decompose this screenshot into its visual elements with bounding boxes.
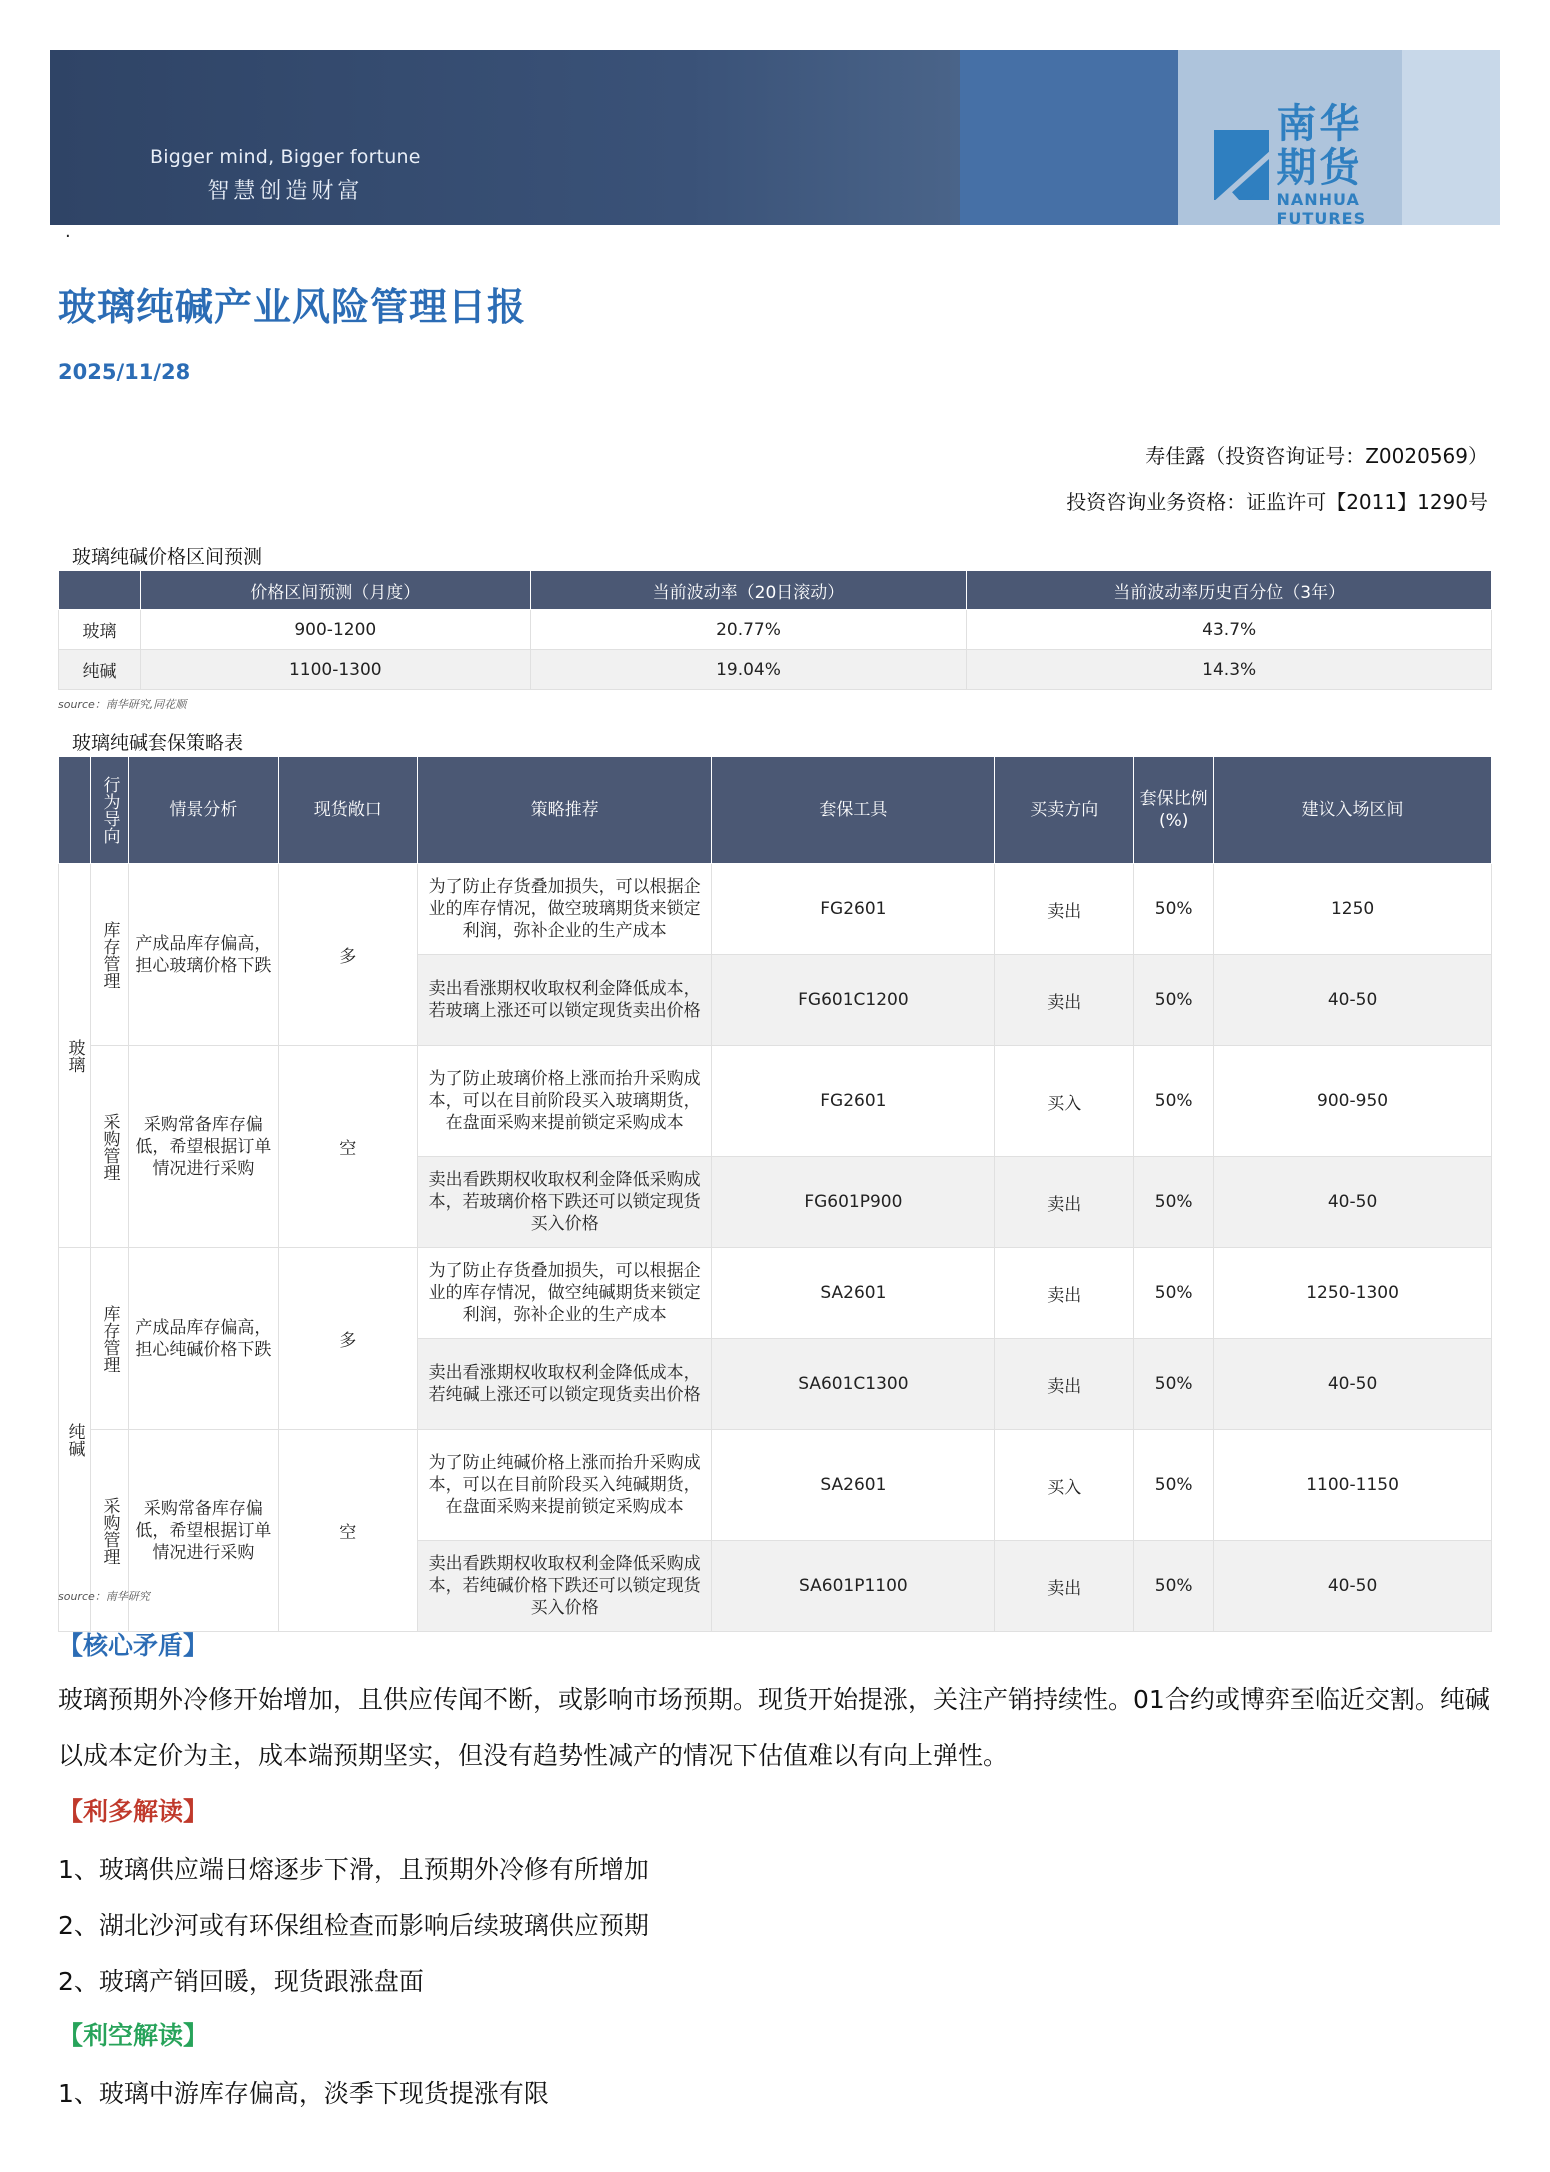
report-title: 玻璃纯碱产业风险管理日报 <box>58 285 527 329</box>
scenario-cell: 产成品库存偏高，担心纯碱价格下跌 <box>128 1248 278 1430</box>
exposure-cell: 空 <box>278 1046 417 1248</box>
author-line: 寿佳露（投资咨询证号：Z0020569） <box>1145 444 1488 468</box>
bearish-heading: 【利空解读】 <box>58 2021 209 2050</box>
column-header: 买卖方向 <box>995 757 1134 864</box>
ratio-cell: 50% <box>1134 1430 1214 1541</box>
bullish-item: 2、湖北沙河或有环保组检查而影响后续玻璃供应预期 <box>58 1911 649 1940</box>
orientation-cell: 采购管理 <box>90 1046 128 1248</box>
column-header: 价格区间预测（月度） <box>140 571 530 610</box>
tool-cell: FG601P900 <box>712 1157 995 1248</box>
ratio-cell: 50% <box>1134 1157 1214 1248</box>
core-heading: 【核心矛盾】 <box>58 1631 209 1660</box>
column-header: 当前波动率历史百分位（3年） <box>967 571 1492 610</box>
table-cell: 14.3% <box>967 650 1492 690</box>
price-range-table <box>58 570 1492 690</box>
table-cell: 43.7% <box>967 610 1492 650</box>
orientation-cell: 库存管理 <box>90 1248 128 1430</box>
banner-main <box>50 50 960 225</box>
range-cell: 1100-1150 <box>1214 1430 1492 1541</box>
tool-cell: FG2601 <box>712 1046 995 1157</box>
direction-cell: 卖出 <box>995 1541 1134 1632</box>
column-header: 建议入场区间 <box>1214 757 1492 864</box>
table-row <box>59 1046 1492 1157</box>
table-row <box>59 1430 1492 1541</box>
tool-cell: SA601C1300 <box>712 1339 995 1430</box>
banner-tagline <box>150 146 421 205</box>
scenario-cell: 采购常备库存偏低，希望根据订单情况进行采购 <box>128 1046 278 1248</box>
table-row <box>59 1248 1492 1339</box>
exposure-cell: 空 <box>278 1430 417 1632</box>
bearish-item: 1、玻璃中游库存偏高，淡季下现货提涨有限 <box>58 2079 549 2108</box>
column-header <box>59 571 141 610</box>
range-cell: 1250 <box>1214 864 1492 955</box>
strategy-cell: 卖出看跌期权收取权利金降低采购成本，若玻璃价格下跌还可以锁定现货买入价格 <box>417 1157 712 1248</box>
column-header: 现货敞口 <box>278 757 417 864</box>
strategy-cell: 为了防止存货叠加损失，可以根据企业的库存情况，做空纯碱期货来锁定利润，弥补企业的生产成本 <box>417 1248 712 1339</box>
column-header: 当前波动率（20日滚动） <box>530 571 967 610</box>
table-row <box>59 864 1492 955</box>
scenario-cell: 产成品库存偏高，担心玻璃价格下跌 <box>128 864 278 1046</box>
direction-cell: 买入 <box>995 1430 1134 1541</box>
bullish-item: 2、玻璃产销回暖，现货跟涨盘面 <box>58 1967 424 1996</box>
table-cell: 20.77% <box>530 610 967 650</box>
column-header: 套保比例(%) <box>1134 757 1214 864</box>
column-header: 情景分析 <box>128 757 278 864</box>
bullish-item: 1、玻璃供应端日熔逐步下滑，且预期外冷修有所增加 <box>58 1855 649 1884</box>
table-cell: 玻璃 <box>59 610 141 650</box>
header-banner <box>50 50 1500 228</box>
banner-band <box>960 50 1178 225</box>
core-paragraph: 玻璃预期外冷修开始增加，且供应传闻不断，或影响市场预期。现货开始提涨，关注产销持续性。01合约或博弈至临近交割。纯碱以成本定价为主，成本端预期坚实，但没有趋势性减产的情况下估值难以有向上弹性。 <box>58 1685 1490 1770</box>
column-header: 行为导向 <box>90 757 128 864</box>
strategy-cell: 为了防止玻璃价格上涨而抬升采购成本，可以在目前阶段买入玻璃期货，在盘面采购来提前锁定采购成本 <box>417 1046 712 1157</box>
column-header: 策略推荐 <box>417 757 712 864</box>
exposure-cell: 多 <box>278 864 417 1046</box>
strategy-cell: 为了防止存货叠加损失，可以根据企业的库存情况，做空玻璃期货来锁定利润，弥补企业的生产成本 <box>417 864 712 955</box>
range-cell: 40-50 <box>1214 1157 1492 1248</box>
logo-mark-icon <box>1214 130 1269 200</box>
product-cell: 玻璃 <box>59 864 91 1248</box>
strategy-cell: 为了防止纯碱价格上涨而抬升采购成本，可以在目前阶段买入纯碱期货，在盘面采购来提前锁定采购成本 <box>417 1430 712 1541</box>
ratio-cell: 50% <box>1134 1046 1214 1157</box>
certification-line: 投资咨询业务资格：证监许可【2011】1290号 <box>1066 490 1488 514</box>
tool-cell: FG601C1200 <box>712 955 995 1046</box>
bullet-dot: · <box>65 226 71 247</box>
direction-cell: 卖出 <box>995 864 1134 955</box>
ratio-cell: 50% <box>1134 955 1214 1046</box>
range-cell: 1250-1300 <box>1214 1248 1492 1339</box>
column-header: 套保工具 <box>712 757 995 864</box>
range-cell: 900-950 <box>1214 1046 1492 1157</box>
ratio-cell: 50% <box>1134 864 1214 955</box>
direction-cell: 卖出 <box>995 1157 1134 1248</box>
report-date: 2025/11/28 <box>58 360 191 384</box>
orientation-cell: 库存管理 <box>90 864 128 1046</box>
table1-source: source：南华研究,同花顺 <box>58 698 187 711</box>
table-cell: 900-1200 <box>140 610 530 650</box>
table-header-row <box>59 757 1492 864</box>
ratio-cell: 50% <box>1134 1248 1214 1339</box>
strategy-cell: 卖出看涨期权收取权利金降低成本，若纯碱上涨还可以锁定现货卖出价格 <box>417 1339 712 1430</box>
hedge-strategy-table <box>58 756 1492 1632</box>
ratio-cell: 50% <box>1134 1541 1214 1632</box>
banner-band <box>1402 50 1500 225</box>
direction-cell: 卖出 <box>995 1248 1134 1339</box>
logo-text-en: NANHUA FUTURES <box>1276 190 1367 228</box>
tagline-cn: 智慧创造财富 <box>207 179 364 204</box>
scenario-cell: 采购常备库存偏低，希望根据订单情况进行采购 <box>128 1430 278 1632</box>
range-cell: 40-50 <box>1214 1339 1492 1430</box>
price-range-caption: 玻璃纯碱价格区间预测 <box>72 546 263 568</box>
table2-source: source：南华研究 <box>58 1590 150 1603</box>
tagline-en: Bigger mind, Bigger fortune <box>150 146 421 168</box>
bullish-heading: 【利多解读】 <box>58 1797 209 1826</box>
hedge-strategy-caption: 玻璃纯碱套保策略表 <box>72 732 244 754</box>
direction-cell: 卖出 <box>995 1339 1134 1430</box>
orientation-cell: 采购管理 <box>90 1430 128 1632</box>
tool-cell: SA601P1100 <box>712 1541 995 1632</box>
direction-cell: 卖出 <box>995 955 1134 1046</box>
direction-cell: 买入 <box>995 1046 1134 1157</box>
table-header-row <box>59 571 1492 610</box>
table-row <box>59 610 1492 650</box>
ratio-cell: 50% <box>1134 1339 1214 1430</box>
company-logo <box>1214 102 1402 228</box>
table-cell: 19.04% <box>530 650 967 690</box>
strategy-cell: 卖出看涨期权收取权利金降低成本，若玻璃上涨还可以锁定现货卖出价格 <box>417 955 712 1046</box>
tool-cell: SA2601 <box>712 1248 995 1339</box>
strategy-cell: 卖出看跌期权收取权利金降低采购成本，若纯碱价格下跌还可以锁定现货买入价格 <box>417 1541 712 1632</box>
logo-text-cn: 南华期货 <box>1276 101 1363 191</box>
tool-cell: FG2601 <box>712 864 995 955</box>
range-cell: 40-50 <box>1214 1541 1492 1632</box>
table-cell: 纯碱 <box>59 650 141 690</box>
table-cell: 1100-1300 <box>140 650 530 690</box>
banner-band <box>1178 50 1402 228</box>
exposure-cell: 多 <box>278 1248 417 1430</box>
tool-cell: SA2601 <box>712 1430 995 1541</box>
product-cell: 纯碱 <box>59 1248 91 1632</box>
range-cell: 40-50 <box>1214 955 1492 1046</box>
table-row <box>59 650 1492 690</box>
